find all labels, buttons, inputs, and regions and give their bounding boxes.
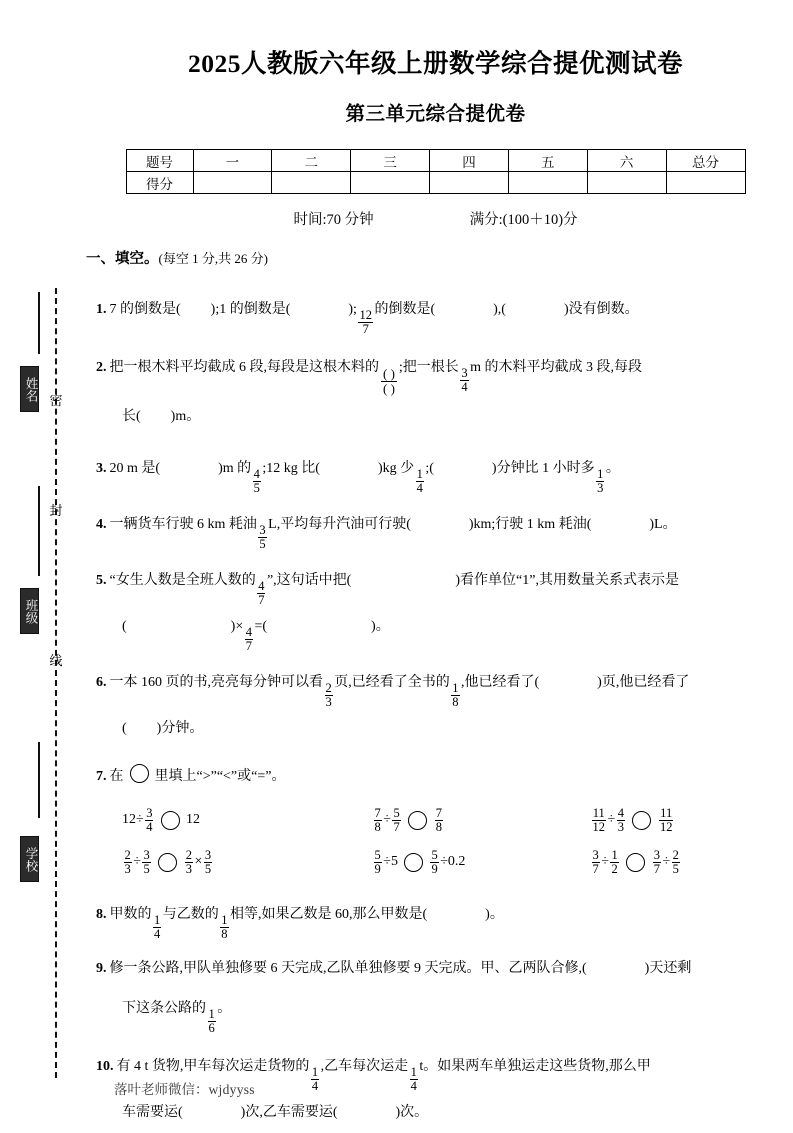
fraction-numerator: 2 xyxy=(124,847,131,862)
fraction-numerator: 11 xyxy=(660,805,673,820)
question-6-part1: 一本 160 页的书,亮亮每分钟可以看 xyxy=(109,675,323,691)
fraction-numerator: 1 xyxy=(154,913,161,928)
question-4-number: 4. xyxy=(96,517,107,533)
fraction-denominator: 4 xyxy=(416,481,423,496)
comparison-item-3 xyxy=(590,807,780,834)
question-5-number: 5. xyxy=(96,573,107,589)
fraction-numerator: 3 xyxy=(259,523,266,538)
page-subtitle: 第三单元综合提优卷 xyxy=(345,104,526,125)
question-1-part2: );1 的倒数是( xyxy=(210,302,291,317)
fraction-denominator: 7 xyxy=(393,819,400,834)
question-2 xyxy=(96,348,772,397)
fraction-blank-answer[interactable] xyxy=(381,367,397,398)
fraction-1-over-4 xyxy=(311,1066,319,1093)
question-5 xyxy=(96,561,772,607)
table-row-header xyxy=(126,150,745,172)
question-2-part3: m 的木料平均截成 3 段,每段 xyxy=(470,360,642,375)
fraction-2-over-3 xyxy=(185,849,193,876)
fraction-3-over-7 xyxy=(653,849,661,876)
seal-label-class: 班级 xyxy=(20,588,39,634)
comparison-circle-icon[interactable] xyxy=(626,853,645,872)
comparison-1-left-text: 12÷ xyxy=(122,812,144,828)
question-9-number: 9. xyxy=(96,961,107,977)
question-9-part2: )天还剩 xyxy=(644,961,692,977)
score-cell-6[interactable] xyxy=(587,172,666,194)
fraction-numerator: 4 xyxy=(258,579,265,594)
question-5-part1: “女生人数是全班人数的 xyxy=(109,573,256,589)
exam-time: 时间:70 分钟 xyxy=(293,212,374,228)
question-4-part3: )km;行驶 1 km 耗油( xyxy=(468,517,592,533)
score-table-col-5: 五 xyxy=(508,150,587,172)
fraction-numerator: 1 xyxy=(611,847,618,862)
fraction-numerator: 3 xyxy=(592,847,599,862)
fraction-numerator: 3 xyxy=(204,847,212,862)
fraction-denominator: 8 xyxy=(221,927,228,942)
fraction-denominator: 4 xyxy=(410,1079,417,1094)
question-6 xyxy=(96,663,772,709)
fraction-3-over-7 xyxy=(592,849,600,876)
fraction-numerator: 1 xyxy=(452,681,459,696)
fraction-1-over-4 xyxy=(410,1066,418,1093)
question-5-line2-part4: )。 xyxy=(371,619,390,635)
question-10-part3: t。如果两车单独运走这些货物,那么甲 xyxy=(419,1059,651,1075)
fraction-numerator: 3 xyxy=(461,366,468,380)
score-cell-4[interactable] xyxy=(430,172,509,194)
comparison-item-5 xyxy=(372,849,590,876)
comparison-circle-icon[interactable] xyxy=(408,811,427,830)
score-table-col-1: 一 xyxy=(193,150,272,172)
footer-wechat-id: wjdyyss xyxy=(208,1082,255,1097)
fraction-denominator: 8 xyxy=(452,695,459,710)
question-8-number: 8. xyxy=(96,907,107,923)
fraction-1-over-3 xyxy=(596,468,604,495)
fraction-numerator: 2 xyxy=(185,847,192,862)
question-8 xyxy=(96,895,772,941)
question-3-part2: )m 的 xyxy=(218,461,252,477)
comparison-5-right-operator: ÷ xyxy=(440,854,448,870)
fraction-denominator: 4 xyxy=(461,380,468,394)
fraction-1-over-8 xyxy=(220,914,228,941)
table-row-score xyxy=(126,172,745,194)
section-heading-label: 一、填空。 xyxy=(86,251,159,267)
question-1-part6: )没有倒数。 xyxy=(563,302,639,317)
question-5-line2 xyxy=(122,607,793,653)
question-2-line2-part1: 长( xyxy=(122,409,141,425)
question-1-part4: 的倒数是( xyxy=(374,302,436,317)
comparison-6-right-operator: ÷ xyxy=(662,854,671,870)
fraction-numerator: 1 xyxy=(597,467,604,482)
score-cell-3[interactable] xyxy=(351,172,430,194)
comparison-4-right-operator: × xyxy=(194,854,203,870)
score-table-col-total: 总分 xyxy=(666,150,745,172)
fraction-3-over-5 xyxy=(258,524,266,551)
footer-watermark xyxy=(114,1078,255,1098)
fraction-3-over-4 xyxy=(460,367,468,394)
question-7 xyxy=(96,757,772,797)
fraction-numerator: 1 xyxy=(221,913,228,928)
question-2-line2-part2: )m。 xyxy=(170,409,201,425)
seal-margin xyxy=(0,0,78,1122)
seal-char-feng: 封 xyxy=(49,503,63,518)
fraction-numerator: 4 xyxy=(617,805,624,820)
score-cell-1[interactable] xyxy=(193,172,272,194)
fraction-denominator: 7 xyxy=(258,593,265,608)
fraction-numerator: 3 xyxy=(143,847,150,862)
question-2-number: 2. xyxy=(96,360,107,375)
fraction-3-over-4 xyxy=(145,807,153,834)
fraction-3-over-5 xyxy=(204,849,212,876)
comparison-grid xyxy=(122,799,782,883)
fraction-denominator: 9 xyxy=(431,861,438,876)
fraction-numerator: 1 xyxy=(410,1065,417,1080)
question-10-line2-part1: 车需要运( xyxy=(122,1105,183,1121)
fraction-denominator: 4 xyxy=(154,927,161,942)
question-5-part3: )看作单位“1”,其用数量关系式表示是 xyxy=(455,573,679,589)
fraction-12-over-7 xyxy=(358,309,373,336)
fraction-denominator-blank[interactable]: ( ) xyxy=(383,381,395,397)
question-7-prompt-part2: 里填上“>”“<”或“=”。 xyxy=(154,769,286,785)
seal-solid-line-3 xyxy=(38,742,40,818)
fraction-numerator: 12 xyxy=(359,308,372,322)
fraction-denominator: 3 xyxy=(124,861,131,876)
fraction-7-over-8 xyxy=(374,807,382,834)
fraction-numerator: 7 xyxy=(435,805,442,820)
fraction-7-over-8 xyxy=(435,807,443,834)
question-4-part4: )L。 xyxy=(649,517,677,533)
fraction-4-over-5 xyxy=(253,468,261,495)
fraction-numerator-blank[interactable]: ( ) xyxy=(383,365,395,381)
fraction-1-over-8 xyxy=(451,682,459,709)
question-6-number: 6. xyxy=(96,675,107,691)
question-10-line2-part3: )次。 xyxy=(395,1105,429,1121)
question-3-part1: 20 m 是( xyxy=(109,461,161,477)
fraction-denominator: 5 xyxy=(204,861,212,876)
score-table-col-2: 二 xyxy=(272,150,351,172)
fraction-denominator: 3 xyxy=(617,819,624,834)
fraction-denominator: 7 xyxy=(245,639,252,654)
fraction-denominator: 5 xyxy=(253,481,260,496)
fraction-11-over-12 xyxy=(659,807,674,834)
fraction-numerator: 3 xyxy=(146,805,153,820)
comparison-item-4 xyxy=(122,849,372,876)
comparison-6-operator: ÷ xyxy=(601,854,609,870)
fraction-5-over-9 xyxy=(374,849,382,876)
fraction-denominator: 8 xyxy=(435,819,442,834)
fraction-numerator: 7 xyxy=(374,805,381,820)
question-10-number: 10. xyxy=(96,1059,114,1075)
fraction-5-over-7 xyxy=(392,807,400,834)
fraction-numerator: 11 xyxy=(592,805,605,820)
comparison-5-operator: ÷ xyxy=(383,854,391,870)
page-title: 2025人教版六年级上册数学综合提优测试卷 xyxy=(187,49,683,78)
question-10-line2-part2: )次,乙车需要运( xyxy=(240,1105,338,1121)
fraction-denominator: 4 xyxy=(311,1079,319,1094)
comparison-row-1 xyxy=(122,799,782,841)
fraction-denominator: 5 xyxy=(143,861,150,876)
question-5-line2-part2: )× xyxy=(230,619,244,635)
question-6-line2 xyxy=(122,709,793,749)
question-3-part5: ;( xyxy=(425,461,434,477)
fraction-denominator: 3 xyxy=(185,861,192,876)
fraction-denominator: 4 xyxy=(146,819,153,834)
question-9-line2 xyxy=(122,989,793,1035)
comparison-circle-icon[interactable] xyxy=(404,853,423,872)
question-10-part1: 有 4 t 货物,甲车每次运走货物的 xyxy=(116,1059,310,1075)
exam-full-marks: 满分:(100＋10)分 xyxy=(469,212,578,228)
fraction-denominator: 7 xyxy=(358,322,373,336)
score-table-label-score: 得分 xyxy=(126,172,193,194)
question-4-part1: 一辆货车行驶 6 km 耗油 xyxy=(109,517,257,533)
fraction-4-over-7 xyxy=(245,626,253,653)
fraction-numerator: 5 xyxy=(393,805,400,820)
question-6-part4: )页,他已经看了 xyxy=(597,675,690,691)
question-1-number: 1. xyxy=(96,302,107,317)
question-2-part1: 把一根木料平均截成 6 段,每段是这根木料的 xyxy=(109,360,379,375)
question-4 xyxy=(96,505,772,551)
score-table-col-3: 三 xyxy=(351,150,430,172)
question-8-part1: 甲数的 xyxy=(109,907,152,923)
fraction-3-over-5 xyxy=(142,849,150,876)
question-10-part2: ,乙车每次运走 xyxy=(320,1059,409,1075)
comparison-circle-icon[interactable] xyxy=(130,764,149,783)
comparison-4-operator: ÷ xyxy=(133,854,141,870)
comparison-5-divisor: 5 xyxy=(390,854,398,870)
question-7-number: 7. xyxy=(96,769,107,785)
score-table-col-6: 六 xyxy=(587,150,666,172)
question-9 xyxy=(96,949,772,989)
question-5-part2: ”,这句话中把( xyxy=(266,573,352,589)
score-table-col-4: 四 xyxy=(430,150,509,172)
fraction-denominator: 3 xyxy=(325,695,332,710)
fraction-numerator: 2 xyxy=(325,681,332,696)
score-cell-2[interactable] xyxy=(272,172,351,194)
fraction-4-over-3 xyxy=(617,807,625,834)
fraction-numerator: 1 xyxy=(416,467,423,482)
exam-paper xyxy=(78,0,793,1122)
question-6-part3: ,他已经看了( xyxy=(461,675,540,691)
fraction-numerator: 3 xyxy=(653,847,660,862)
comparison-2-operator: ÷ xyxy=(383,812,391,828)
comparison-3-operator: ÷ xyxy=(607,812,616,828)
comparison-circle-icon[interactable] xyxy=(632,811,651,830)
seal-solid-line-2 xyxy=(38,486,40,576)
exam-info-row xyxy=(78,208,793,229)
footer-label: 落叶老师微信： xyxy=(114,1082,209,1097)
score-table xyxy=(126,149,746,194)
question-3 xyxy=(96,449,772,495)
fraction-1-over-6 xyxy=(208,1008,216,1035)
question-3-part3: ;12 kg 比( xyxy=(262,461,320,477)
fraction-denominator: 12 xyxy=(659,819,673,834)
fraction-1-over-4 xyxy=(416,468,424,495)
fraction-numerator: 2 xyxy=(672,847,679,862)
question-6-line2-part1: ( xyxy=(122,721,127,737)
fraction-denominator: 5 xyxy=(672,861,679,876)
fraction-denominator: 6 xyxy=(208,1021,215,1036)
fraction-denominator: 5 xyxy=(259,537,266,552)
seal-char-xian: 线 xyxy=(49,653,63,668)
question-4-part2: L,平均每升汽油可行驶( xyxy=(268,517,411,533)
fraction-5-over-9 xyxy=(430,849,438,876)
question-9-line2-part2: 。 xyxy=(217,1001,232,1017)
fraction-1-over-4 xyxy=(153,914,161,941)
fraction-2-over-3 xyxy=(325,682,333,709)
question-2-line2 xyxy=(122,397,793,437)
fraction-2-over-5 xyxy=(672,849,680,876)
fraction-numerator: 4 xyxy=(245,625,252,640)
fraction-denominator: 7 xyxy=(592,861,599,876)
question-7-prompt-part1: 在 xyxy=(109,769,124,785)
question-6-line2-part2: )分钟。 xyxy=(156,721,204,737)
fraction-4-over-7 xyxy=(257,580,265,607)
fraction-numerator: 1 xyxy=(208,1007,215,1022)
fraction-numerator: 5 xyxy=(374,847,381,862)
question-8-part4: )。 xyxy=(485,907,504,923)
question-5-line2-part3: =( xyxy=(254,619,268,635)
fraction-denominator: 9 xyxy=(374,861,381,876)
fraction-denominator: 3 xyxy=(597,481,604,496)
fraction-denominator: 8 xyxy=(374,819,381,834)
question-6-part2: 页,已经看了全书的 xyxy=(334,675,450,691)
comparison-circle-icon[interactable] xyxy=(161,811,180,830)
question-8-part2: 与乙数的 xyxy=(162,907,219,923)
fraction-numerator: 1 xyxy=(311,1065,319,1080)
question-1-part3: ); xyxy=(348,302,357,317)
question-9-line2-part1: 下这条公路的 xyxy=(122,1001,206,1017)
question-3-part6: )分钟比 1 小时多 xyxy=(491,461,595,477)
question-1-part1: 7 的倒数是( xyxy=(109,302,181,317)
section-heading-fill-in-blank xyxy=(86,247,793,268)
question-10-line2 xyxy=(122,1093,793,1133)
comparison-item-1 xyxy=(122,807,372,834)
fraction-1-over-2 xyxy=(610,849,618,876)
comparison-item-6 xyxy=(590,849,780,876)
question-3-part4: )kg 少 xyxy=(377,461,415,477)
section-heading-note: (每空 1 分,共 26 分) xyxy=(158,251,268,266)
fraction-numerator: 5 xyxy=(431,847,438,862)
question-1-part5: ),( xyxy=(493,302,506,317)
comparison-1-right-text: 12 xyxy=(185,812,200,828)
fraction-11-over-12 xyxy=(592,807,607,834)
seal-solid-line-1 xyxy=(38,292,40,354)
question-1 xyxy=(96,290,772,336)
score-table-label-number: 题号 xyxy=(126,150,193,172)
comparison-5-right-divisor: 0.2 xyxy=(447,854,466,870)
fraction-denominator: 12 xyxy=(592,819,605,834)
comparison-row-2 xyxy=(122,841,782,883)
seal-char-mi: 密 xyxy=(49,393,63,408)
fraction-denominator: 2 xyxy=(611,861,618,876)
comparison-circle-icon[interactable] xyxy=(158,853,177,872)
fraction-2-over-3 xyxy=(124,849,132,876)
fraction-numerator: 4 xyxy=(253,467,260,482)
fraction-denominator: 7 xyxy=(653,861,660,876)
seal-label-name: 姓名 xyxy=(20,366,39,412)
question-3-number: 3. xyxy=(96,461,107,477)
question-5-line2-part1: ( xyxy=(122,619,127,635)
question-9-part1: 修一条公路,甲队单独修要 6 天完成,乙队单独修要 9 天完成。甲、乙两队合修,( xyxy=(109,961,587,977)
question-3-part7: 。 xyxy=(605,461,620,477)
score-cell-5[interactable] xyxy=(508,172,587,194)
seal-label-school: 学校 xyxy=(20,836,39,882)
question-8-part3: 相等,如果乙数是 60,那么甲数是( xyxy=(230,907,428,923)
score-cell-total[interactable] xyxy=(666,172,745,194)
question-2-part2: ;把一根长 xyxy=(398,360,459,375)
comparison-item-2 xyxy=(372,807,590,834)
